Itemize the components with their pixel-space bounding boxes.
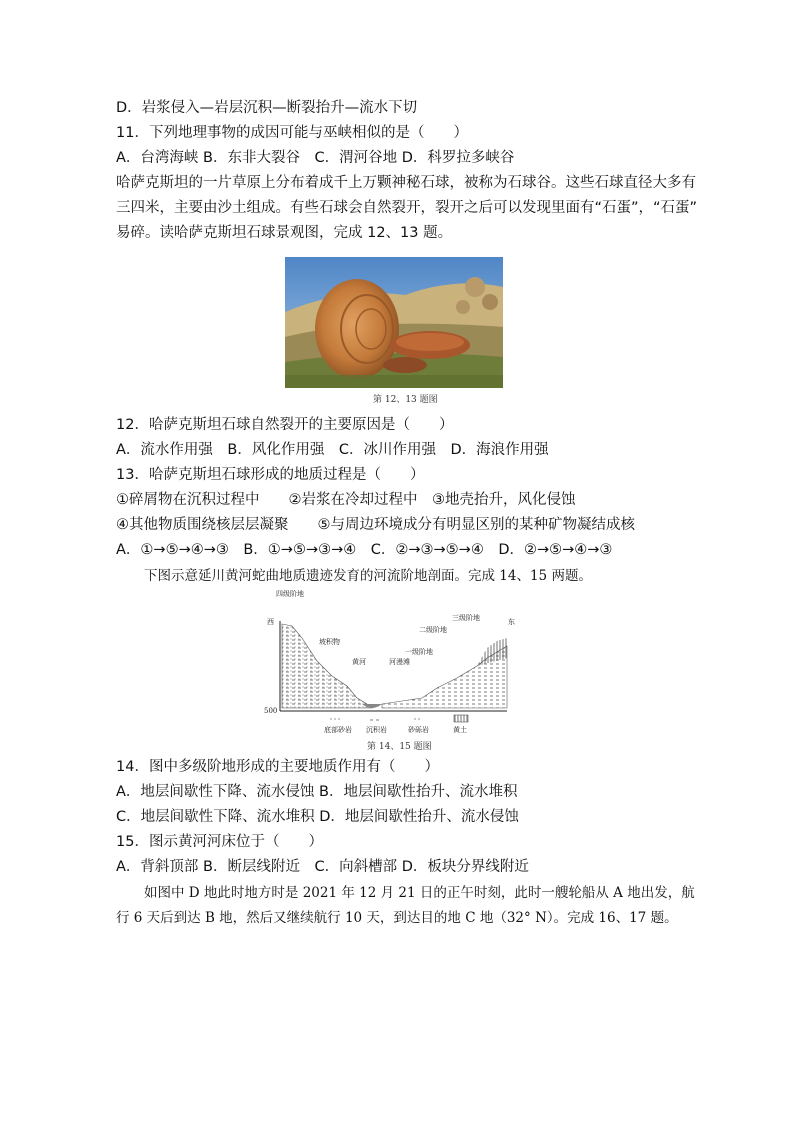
stone-ball-photo bbox=[285, 257, 503, 388]
figure-14-15-caption: 第 14、15 题图 bbox=[367, 742, 432, 752]
east-label: 东 bbox=[508, 618, 515, 626]
question-11: 11．下列地理事物的成因可能与巫峡相似的是（ ） bbox=[116, 125, 468, 141]
question-13-options: A．①→⑤→④→③ B．①→⑤→③→④ C．②→③→⑤→④ D．②→⑤→④→③ bbox=[116, 542, 613, 558]
question-13-items-1: ①碎屑物在沉积过程中 ②岩浆在冷却过程中 ③地壳抬升，风化侵蚀 bbox=[116, 492, 576, 508]
legend-sedimentary: 沉积岩 bbox=[366, 726, 387, 734]
question-15-options: A．背斜顶部 B．断层线附近 C．向斜槽部 D．板块分界线附近 bbox=[116, 859, 529, 875]
question-12-options: A．流水作用强 B．风化作用强 C．冰川作用强 D．海浪作用强 bbox=[116, 442, 549, 458]
question-13-items-2: ④其他物质围绕核层层凝聚 ⑤与周边环境成分有明显区别的某种矿物凝结成核 bbox=[116, 517, 635, 533]
passage-16-17-line-2: 行 6 天后到达 B 地，然后又继续航行 10 天，到达目的地 C 地（32° N）。完成 16、17 题。 bbox=[116, 910, 678, 926]
river-terrace-diagram bbox=[262, 586, 522, 751]
terrace1-label: 一级阶地 bbox=[405, 648, 433, 656]
legend-swatch-conglomerate bbox=[412, 717, 422, 722]
terrace2-label: 二级阶地 bbox=[419, 626, 447, 634]
question-13: 13．哈萨克斯坦石球形成的地质过程是（ ） bbox=[116, 467, 425, 483]
question-11-options: A．台湾海峡 B．东非大裂谷 C．渭河谷地 D．科罗拉多峡谷 bbox=[116, 150, 515, 166]
passage-line-1: 哈萨克斯坦的一片草原上分布着成千上万颗神秘石球，被称为石球谷。这些石球直径大多有 bbox=[116, 175, 696, 191]
question-12: 12．哈萨克斯坦石球自然裂开的主要原因是（ ） bbox=[116, 417, 454, 433]
slope-deposit-label: 坡积物 bbox=[319, 638, 340, 646]
legend-swatch-sedimentary bbox=[370, 717, 380, 722]
river-label: 黄河 bbox=[352, 658, 366, 666]
legend-swatch-loess bbox=[454, 715, 468, 722]
question-14: 14．图中多级阶地形成的主要地质作用有（ ） bbox=[116, 759, 439, 775]
stone-ball-image bbox=[285, 257, 503, 388]
passage-14-15: 下图示意延川黄河蛇曲地质遗迹发育的河流阶地剖面。完成 14、15 两题。 bbox=[144, 568, 592, 584]
figure-12-13-caption: 第 12、13 题图 bbox=[373, 395, 438, 405]
question-15: 15．图示黄河河床位于（ ） bbox=[116, 834, 323, 850]
terrace4-label: 四级阶地 bbox=[276, 590, 304, 598]
legend-sandstone: 底部砂岩 bbox=[324, 726, 352, 734]
legend-conglomerate: 砂砾岩 bbox=[408, 726, 429, 734]
passage-16-17-line-1: 如图中 D 地此时地方时是 2021 年 12 月 21 日的正午时刻，此时一艘轮船从 A 地出发，航 bbox=[144, 885, 695, 901]
option-d-line: D．岩浆侵入—岩层沉积—断裂抬升—流水下切 bbox=[116, 100, 418, 116]
terrace-profile-svg bbox=[262, 586, 522, 751]
legend-swatch-sandstone bbox=[330, 717, 340, 722]
passage-line-3: 易碎。读哈萨克斯坦石球景观图，完成 12、13 题。 bbox=[116, 225, 453, 241]
floodplain-label: 河漫滩 bbox=[389, 658, 410, 666]
elevation-label: 500 bbox=[264, 707, 278, 715]
passage-line-2: 三四米，主要由沙土组成。有些石球会自然裂开，裂开之后可以发现里面有“石蛋”，“石蛋” bbox=[116, 200, 698, 216]
question-14-options-ab: A．地层间歇性下降、流水侵蚀 B．地层间歇性抬升、流水堆积 bbox=[116, 784, 518, 800]
west-label: 西 bbox=[267, 618, 274, 626]
question-14-options-cd: C．地层间歇性下降、流水堆积 D．地层间歇性抬升、流水侵蚀 bbox=[116, 809, 519, 825]
terrace3-label: 三级阶地 bbox=[452, 614, 480, 622]
legend-loess: 黄土 bbox=[453, 726, 467, 734]
